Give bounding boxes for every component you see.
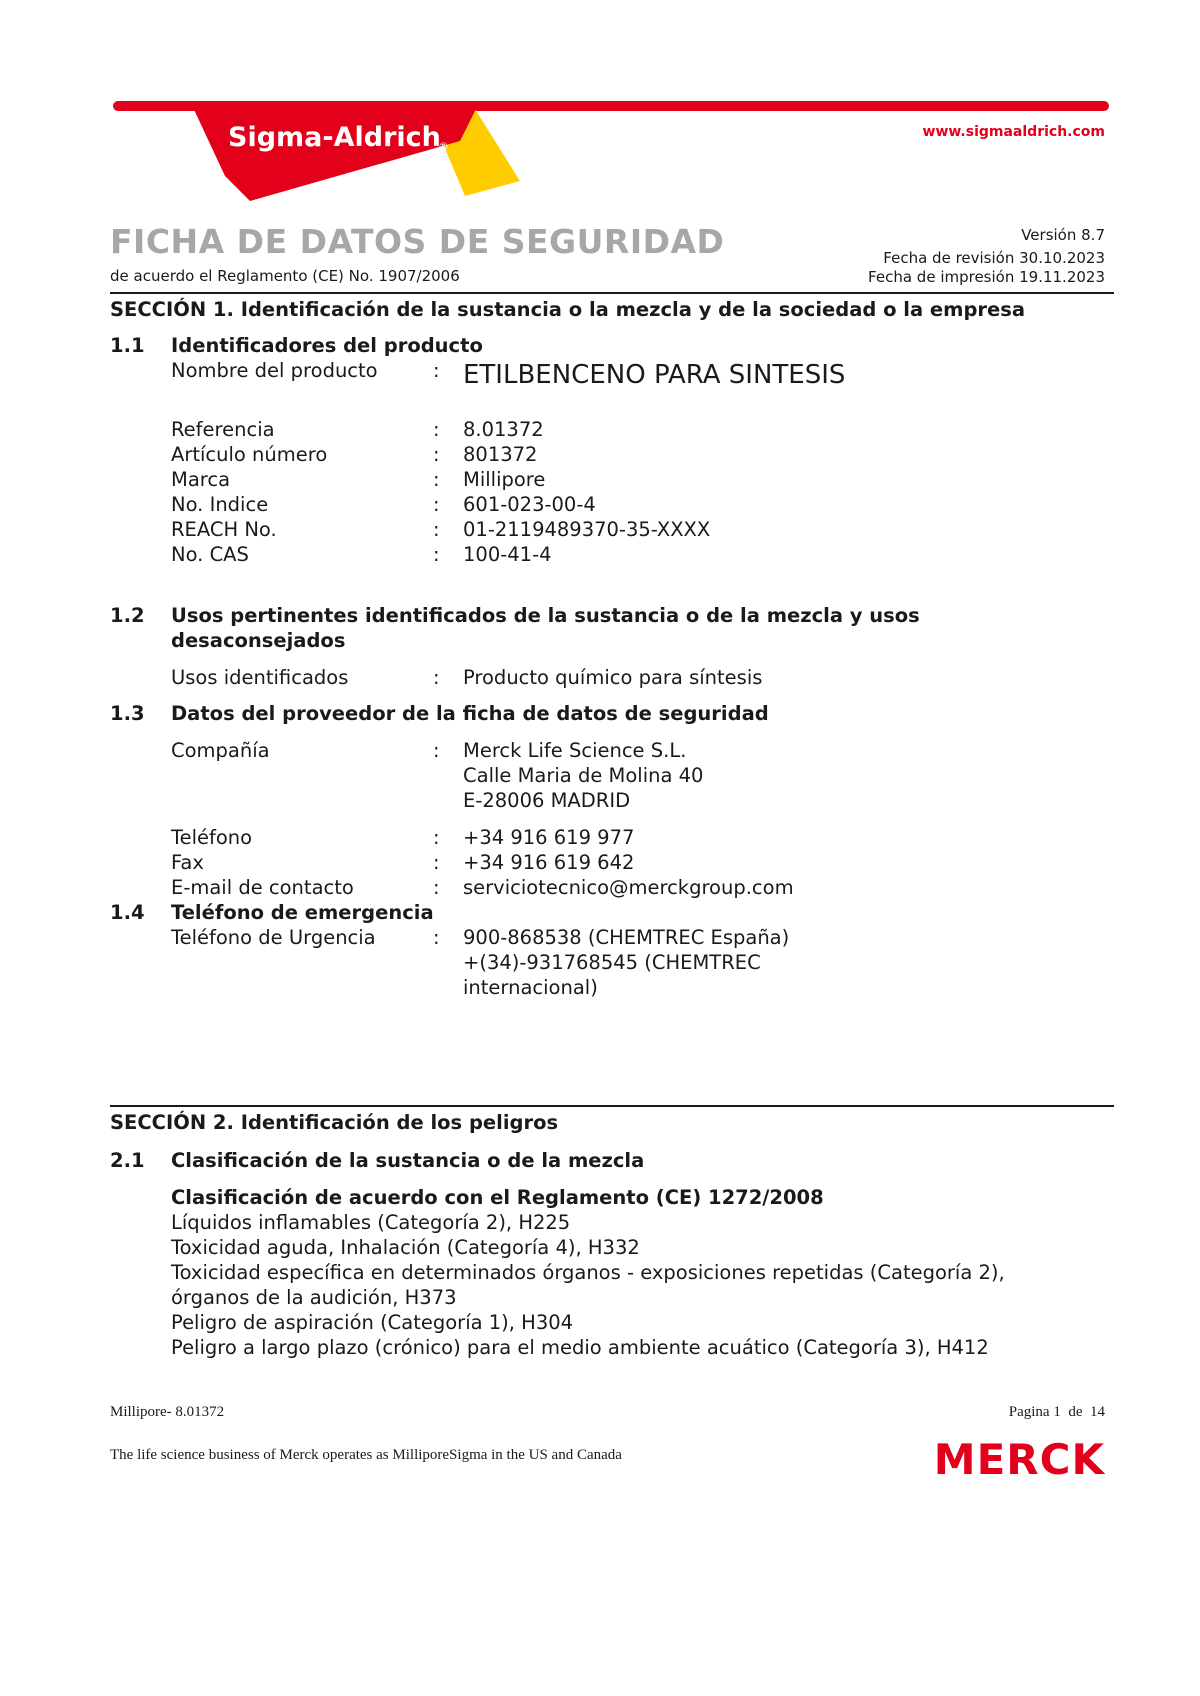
classification-line: Toxicidad específica en determinados órganos - exposiciones repetidas (Categoría 2), <box>171 1261 1005 1284</box>
company-name: Merck Life Science S.L. <box>463 739 687 762</box>
version: Versión 8.7 <box>1021 226 1105 244</box>
urgent-phone-line: 900-868538 (CHEMTREC España) <box>463 926 790 949</box>
classification-line: Toxicidad aguda, Inhalación (Categoría 4), H332 <box>171 1236 640 1259</box>
fax-value: +34 916 619 642 <box>463 851 635 874</box>
email-label: E-mail de contacto <box>171 876 354 899</box>
colon: : <box>433 666 440 689</box>
uses-label: Usos identificados <box>171 666 349 689</box>
company-street: Calle Maria de Molina 40 <box>463 764 704 787</box>
field-label: No. Indice <box>171 493 269 516</box>
classification-line: Peligro a largo plazo (crónico) para el medio ambiente acuático (Categoría 3), H412 <box>171 1336 989 1359</box>
colon: : <box>433 493 440 516</box>
colon: : <box>433 418 440 441</box>
revision-date: Fecha de revisión 30.10.2023 <box>883 249 1105 267</box>
section-1-title: SECCIÓN 1. Identificación de la sustancia o la mezcla y de la sociedad o la empresa <box>110 298 1026 321</box>
subsection-title: Identificadores del producto <box>171 334 483 357</box>
urgent-phone-line: internacional) <box>463 976 598 999</box>
footer-page-number: Pagina 1 de 14 <box>1008 1404 1105 1420</box>
logo-text: Sigma-Aldrich <box>228 122 441 153</box>
urgent-phone-line: +(34)-931768545 (CHEMTREC <box>463 951 761 974</box>
product-name: ETILBENCENO PARA SINTESIS <box>463 360 846 390</box>
section-2-title: SECCIÓN 2. Identificación de los peligros <box>110 1111 559 1134</box>
uses-value: Producto químico para síntesis <box>463 666 763 689</box>
subsection-number: 1.2 <box>110 604 145 627</box>
logo-registered-mark: ® <box>438 140 449 153</box>
sigma-aldrich-logo <box>190 101 540 205</box>
field-value: 100-41-4 <box>463 543 552 566</box>
subsection-number: 1.4 <box>110 901 145 924</box>
colon: : <box>433 518 440 541</box>
colon: : <box>433 851 440 874</box>
colon: : <box>433 926 440 949</box>
field-label: Referencia <box>171 418 275 441</box>
subsection-title: Clasificación de la sustancia o de la mezcla <box>171 1149 645 1172</box>
field-value: 801372 <box>463 443 538 466</box>
merck-logo: MERCK <box>933 1435 1105 1484</box>
colon: : <box>433 826 440 849</box>
document-title: FICHA DE DATOS DE SEGURIDAD <box>110 222 725 261</box>
field-value: Millipore <box>463 468 546 491</box>
subsection-title: Teléfono de emergencia <box>171 901 434 924</box>
company-city: E-28006 MADRID <box>463 789 631 812</box>
footer-notice: The life science business of Merck operates as MilliporeSigma in the US and Canada <box>110 1447 622 1463</box>
subsection-number: 1.3 <box>110 702 145 725</box>
classification-regulation-title: Clasificación de acuerdo con el Reglamento (CE) 1272/2008 <box>171 1186 824 1209</box>
field-value: 01-2119489370-35-XXXX <box>463 518 711 541</box>
product-name-label: Nombre del producto <box>171 359 378 382</box>
field-label: Marca <box>171 468 231 491</box>
urgent-phone-label: Teléfono de Urgencia <box>171 926 376 949</box>
email-link[interactable]: serviciotecnico@merckgroup.com <box>463 876 794 899</box>
section-divider <box>110 292 1114 294</box>
subsection-title: Datos del proveedor de la ficha de datos de seguridad <box>171 702 769 725</box>
classification-line: Peligro de aspiración (Categoría 1), H304 <box>171 1311 574 1334</box>
footer-product-ref: Millipore- 8.01372 <box>110 1404 225 1420</box>
colon: : <box>433 468 440 491</box>
subsection-number: 2.1 <box>110 1149 145 1172</box>
field-value: 8.01372 <box>463 418 544 441</box>
colon: : <box>433 543 440 566</box>
field-value: 601-023-00-4 <box>463 493 596 516</box>
colon: : <box>433 359 440 382</box>
fax-label: Fax <box>171 851 204 874</box>
phone-value: +34 916 619 977 <box>463 826 635 849</box>
colon: : <box>433 443 440 466</box>
print-date: Fecha de impresión 19.11.2023 <box>868 268 1105 286</box>
field-label: REACH No. <box>171 518 277 541</box>
field-label: Artículo número <box>171 443 328 466</box>
field-label: No. CAS <box>171 543 249 566</box>
classification-line: Líquidos inflamables (Categoría 2), H225 <box>171 1211 571 1234</box>
subsection-title: Usos pertinentes identificados de la sustancia o de la mezcla y usos desaconsejados <box>171 604 920 652</box>
website-url[interactable]: www.sigmaaldrich.com <box>922 124 1105 140</box>
document-subtitle: de acuerdo el Reglamento (CE) No. 1907/2006 <box>110 267 460 285</box>
colon: : <box>433 876 440 899</box>
phone-label: Teléfono <box>171 826 253 849</box>
classification-line: órganos de la audición, H373 <box>171 1286 457 1309</box>
colon: : <box>433 739 440 762</box>
section-divider <box>110 1105 1114 1107</box>
company-label: Compañía <box>171 739 270 762</box>
subsection-number: 1.1 <box>110 334 145 357</box>
